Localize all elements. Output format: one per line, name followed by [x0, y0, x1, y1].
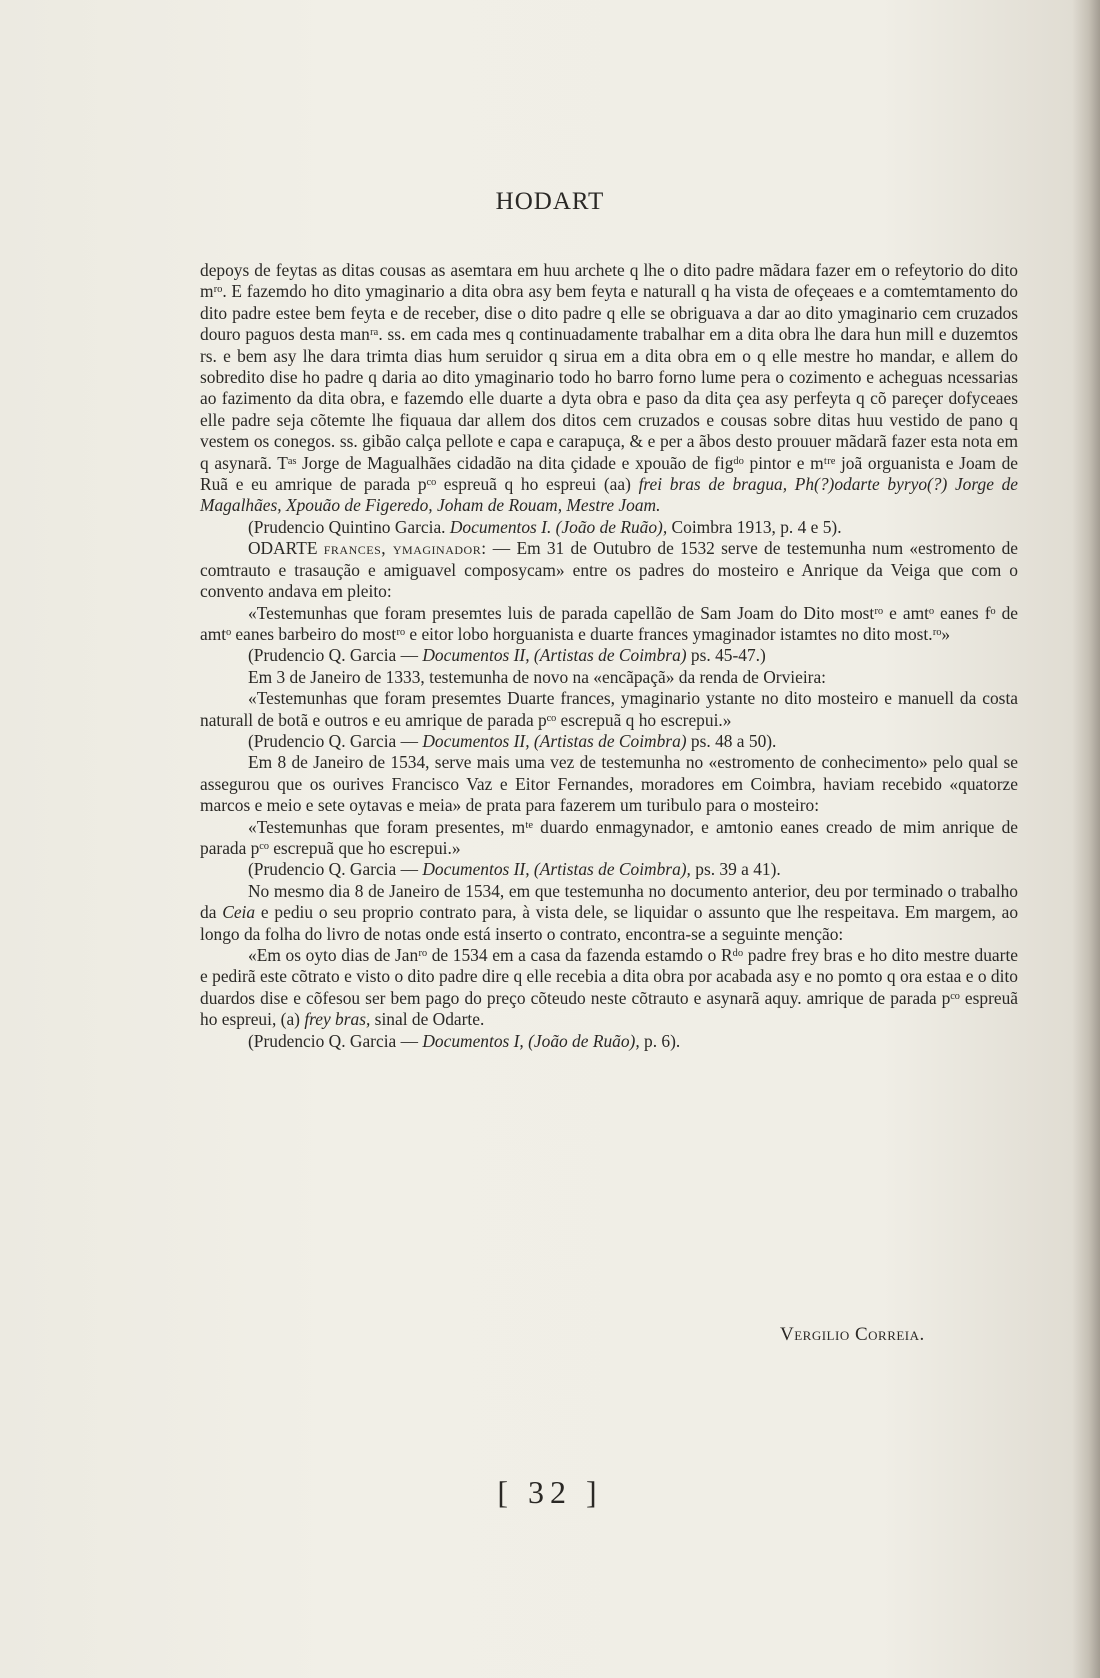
paragraph-tail: ps. 39 a 41).	[690, 859, 781, 880]
paragraph-text: Em 3 de Janeiro de 1333, testemunha de novo na «encãpaçã» da renda de Orvieira:	[248, 666, 827, 687]
paragraph-italic: Documentos I. (João de Ruão),	[449, 516, 668, 537]
body-paragraph	[200, 731, 1018, 752]
paragraph-text: (Prudencio Q. Garcia —	[248, 645, 423, 666]
paragraph-tail: Coimbra 1913, p. 4 e 5).	[667, 516, 842, 537]
paragraph-tail: p. 6).	[639, 1030, 681, 1051]
body-paragraph	[200, 645, 1018, 666]
paragraph-text: (Prudencio Quintino Garcia.	[248, 516, 450, 537]
paragraph-tail: ps. 45-47.)	[686, 645, 766, 666]
body-paragraph	[200, 538, 1018, 602]
paragraph-lead: ODARTE	[248, 538, 318, 559]
body-paragraph	[200, 688, 1018, 731]
body-paragraph	[200, 1031, 1018, 1052]
paragraph-italic: Documentos II, (Artistas de Coimbra)	[422, 730, 687, 751]
author-signature: Vergilio Correia.	[780, 1324, 925, 1345]
paragraph-text: No mesmo dia 8 de Janeiro de 1534, em que testemunha no documento anterior, deu por terminado o trabalho da	[200, 880, 1018, 923]
paragraph-tail: sinal de Odarte.	[370, 1009, 485, 1030]
paragraph-text: (Prudencio Q. Garcia —	[248, 730, 423, 751]
paragraph-text: depoys de feytas as ditas cousas as asemtara em huu archete q lhe o dito padre mãdara fazer em o refeytorio do dito mʳᵒ. E fazemdo ho dito ymaginario a dita obra asy bem feyta e naturall q ha vista de ofeçeaes e a comtemtamento do dito padre estee bem feyta e de receber, dise o dito padre q elle se obriguava a dar ao dito ymaginario cem cruzados douro paguos desta manʳᵃ. ss. em cada mes q continuadamente trabalhar em a dita obra lhe dara hun mill e duzemtos rs. e bem asy lhe dara trimta dias hum seruidor q sirua em a dita obra em o q elle mestre ho mandar, e allem do sobredito dise ho padre q daria ao dito ymaginario todo ho barro forno lume pera o cozimento e acheguas ncessarias ao fazimento da dita obra, e fazemdo elle duarte a dyta obra e paso da dita çea asy perfeyta q cõ pareçer dofyceaes elle padre seja cõtemte lhe fiquaua dar allem dos ditos cem cruzados e cousas sobre ditas huu vestido de pano q vestem os conegos. ss. gibão calça pellote e capa e carapuça, & e per a ãbos desto prouuer mãdarã fazer esta nota em q asynarã. Tᵃˢ Jorge de Magualhães cidadão na dita çidade e xpouão de figᵈᵒ pintor e mᵗʳᵉ joã orguanista e Joam de Ruã e eu amrique de parada pᶜᵒ espreuã q ho espreui (aa)	[200, 260, 1018, 495]
paragraph-lead-sc: frances, ymaginador:	[323, 538, 487, 559]
paragraph-italic: frey bras,	[304, 1009, 371, 1030]
body-paragraph	[200, 945, 1018, 1031]
page-number: [ 32 ]	[497, 1474, 603, 1510]
body-paragraph	[200, 260, 1018, 517]
paragraph-italic: Ceia	[222, 902, 256, 923]
paragraph-tail: e pediu o seu proprio contrato para, à vista dele, se liquidar o assunto que lhe respeitava. Em margem, ao longo da folha do livro de notas onde está inserto o contrato, encontra-se a seguinte menção:	[200, 902, 1019, 944]
body-paragraph	[200, 517, 1018, 538]
paragraph-text: «Testemunhas que foram presemtes luis de parada capellão de Sam Joam do Dito mostʳᵒ e amtᵒ eanes fᵒ de amtᵒ eanes barbeiro do mostʳᵒ e eitor lobo horguanista e duarte frances ymaginador istamtes no dito most.ʳᵒ»	[200, 602, 1018, 644]
paragraph-text: «Testemunhas que foram presentes, mᵗᵉ duardo enmagynador, e amtonio eanes creado de mim anrique de parada pᶜᵒ escrepuã que ho escrepui.»	[200, 816, 1018, 858]
body-paragraph	[200, 603, 1018, 646]
paragraph-text: «Em os oyto dias de Janʳᵒ de 1534 em a casa da fazenda estamdo o Rᵈᵒ padre frey bras e ho dito mestre duarte e pedirã este cõtrato e visto o dito padre dire q elle recebia a dita obra por acabada asy e no pomto q ora estaa e o dito duardos dise e cõfesou ser bem pago do preço cõteudo neste cõtrauto e asynarã aquy. amrique de parada pᶜᵒ espreuã ho espreui, (a)	[200, 945, 1018, 1030]
paragraph-text: Em 8 de Janeiro de 1534, serve mais uma vez de testemunha no «estromento de conhecimento» pelo qual se assegurou que os ourives Francisco Vaz e Eitor Fernandes, moradores em Coimbra, haviam recebido «quatorze marcos e meio e sete oytavas e meia» de prata para fazerem um turibulo para o mosteiro:	[200, 752, 1018, 816]
paragraph-text: «Testemunhas que foram presemtes Duarte frances, ymaginario ystante no dito mosteiro e manuell da costa naturall de botã e outros e eu amrique de parada pᶜᵒ escrepuã q ho escrepui.»	[200, 688, 1018, 730]
body-paragraph	[200, 667, 1018, 688]
running-title: HODART	[495, 188, 605, 215]
paragraph-text: (Prudencio Q. Garcia —	[248, 1030, 423, 1051]
paragraph-italic-tail: frei bras de bragua, Ph(?)odarte byryo(?) Jorge de Magalhães, Xpouão de Figeredo, Joham de Rouam, Mestre Joam.	[200, 474, 1019, 516]
paragraph-italic: Documentos II, (Artistas de Coimbra)	[422, 645, 687, 666]
body-paragraph	[200, 881, 1018, 945]
paragraph-text: (Prudencio Q. Garcia —	[248, 859, 423, 880]
paragraph-italic: Documentos I, (João de Ruão),	[422, 1030, 640, 1051]
body-paragraph	[200, 817, 1018, 860]
paragraph-text: — Em 31 de Outubro de 1532 serve de testemunha num «estromento de comtrauto e trasaução e amiguavel composycam» entre os padres do mosteiro e Anrique da Veiga que com o convento andava em pleito:	[200, 538, 1018, 602]
body-paragraph	[200, 859, 1018, 880]
body-paragraph	[200, 752, 1018, 816]
article-body	[200, 260, 1018, 1052]
binding-shadow	[1072, 0, 1100, 1678]
paragraph-italic: Documentos II, (Artistas de Coimbra),	[422, 859, 691, 880]
paragraph-tail: ps. 48 a 50).	[686, 730, 777, 751]
